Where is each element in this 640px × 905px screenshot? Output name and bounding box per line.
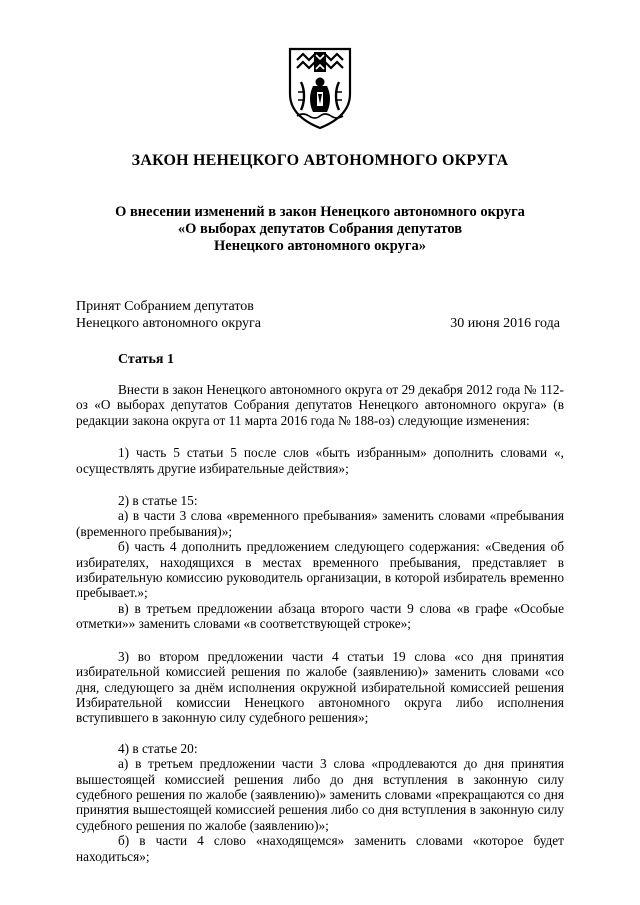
adoption-date: 30 июня 2016 года [450,316,560,331]
document-title: ЗАКОН НЕНЕЦКОГО АВТОНОМНОГО ОКРУГА [131,152,509,169]
article-heading: Статья 1 [118,352,174,367]
subtitle-line: Ненецкого автономного округа» [214,238,426,254]
article-body [76,382,564,864]
nenets-okrug-coat-of-arms-icon [287,46,353,130]
adoption-info [76,298,261,332]
paragraph: 4) в статье 20: [118,740,198,756]
paragraph: а) в третьем предложении части 3 слова «продлеваются до дня принятия вышестоящей комиссией решения либо до дня вступления в законную силу судебного решения по жалобе (заявлению)» заменить словами «прекращаются со дня принятия вышестоящей комиссией решения либо со дня вступления в законную силу судебного решения по жалобе (заявлению)»; [76,756,564,833]
paragraph: б) часть 4 дополнить предложением следующего содержания: «Сведения об избирателях, находящихся в местах временного пребывания, представляет в избирательную комиссию руководитель организации, в которой избиратель временно пребывает.»; [76,539,564,601]
paragraph: 3) во втором предложении части 4 статьи 19 слова «со дня принятия избирательной комиссией решения по жалобе (заявлению)» заменить словами «со дня, следующего за днём исполнения окружной избирательной комиссией решения Избирательной комиссии Ненецкого автономного округа либо исполнения вступившего в законную силу судебного решения»; [76,648,564,726]
paragraph: Внести в закон Ненецкого автономного округа от 29 декабря 2012 года № 112-оз «О выборах депутатов Собрания депутатов Ненецкого автономного округа» (в редакции закона округа от 11 марта 2016 года № 188-оз) следующие изменения: [76,382,564,428]
adoption-line: Ненецкого автономного округа [76,316,261,331]
paragraph: 2) в статье 15: [118,493,198,509]
adoption-line: Принят Собранием депутатов [76,299,254,314]
subtitle-line: О внесении изменений в закон Ненецкого автономного округа [115,204,525,220]
paragraph: в) в третьем предложении абзаца второго части 9 слова «в графе «Особые отметки»» заменить словами «в соответствующей строке»; [76,600,564,632]
document-subtitle [0,204,640,255]
paragraph: б) в части 4 слово «находящемся» заменить словами «которое будет находиться»; [76,833,564,864]
subtitle-line: «О выборах депутатов Собрания депутатов [177,221,463,237]
paragraph: а) в части 3 слова «временного пребывания» заменить словами «пребывания (временного пребывания)»; [76,508,564,539]
paragraph: 1) часть 5 статьи 5 после слов «быть избранным» дополнить словами «, осуществлять другие избирательные действия»; [76,445,564,476]
